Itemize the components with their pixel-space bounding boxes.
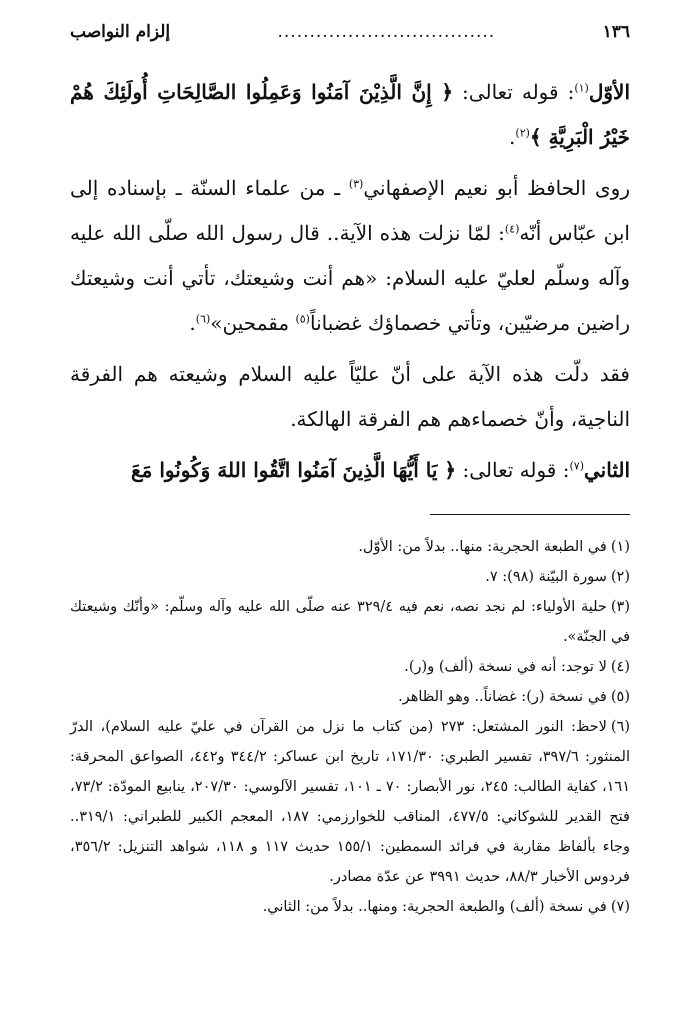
footnote-item — [70, 562, 630, 592]
second-lead: الثاني — [583, 458, 630, 482]
footnote-text: حلية الأولياء: لم نجد نصه، نعم فيه ٣٢٩/٤ عنه صلّى الله عليه وآله وسلّم: «وأنّك وشيعتك في الجنّة». — [70, 599, 630, 645]
second-intro: : قوله تعالى: — [456, 458, 570, 482]
book-page — [70, 22, 630, 1002]
main-text — [70, 70, 630, 493]
narration-part-1: روى الحافظ أبو نعيم الإصفهاني — [363, 176, 630, 200]
footnote-text: في نسخة (ألف) والطبعة الحجرية: ومنها.. بدلاً من: الثاني. — [262, 899, 607, 915]
footnote-number: (٣) — [610, 599, 630, 615]
running-title: إلزام النواصب — [70, 22, 171, 42]
footnote-ref-3[interactable]: (٣) — [348, 177, 364, 191]
header-leader-dots: .................................. — [277, 22, 496, 42]
running-header — [70, 22, 630, 56]
quran-verse-2: ﴿ يَا أَيُّهَا الَّذِينَ آمَنُوا اتَّقُوا اللهَ وَكُونُوا مَعَ — [131, 458, 457, 482]
footnote-text: لا توجد: أنه في نسخة (ألف) و(ر). — [404, 659, 607, 675]
footnote-number: (٧) — [610, 899, 630, 915]
footnote-item — [70, 532, 630, 562]
paragraph-conclusion: فقد دلّت هذه الآية على أنّ عليّاً عليه السلام وشيعته هم الفرقة الناجية، وأنّ خصماءهم هم الفرقة الهالكة. — [70, 362, 630, 431]
footnote-text: لاحظ: النور المشتعل: ٢٧٣ (من كتاب ما نزل من القرآن في عليّ عليه السلام)، الدرّ المنثور: ٣٩٧/٦، تفسير الطبري: ١٧١/٣٠، تاريخ ابن عساكر: ٣٤٤/٢ و٤٤٢، الصواعق المحرقة: ١٦١، كفاية الطالب: ٢٤٥، نور الأبصار: ٧٠ ـ ١٠١، تفسير الآلوسي: ٢٠٧/٣٠، ينابيع المودّة: ٧٣/٢، فتح القدير للشوكاني: ٤٧٧/٥، المناقب للخوارزمي: ١٨٧، المعجم الكبير للطبراني: ٣١٩/١.. وجاء بألفاظ مقاربة في فرائد السمطين: ١٥٥/١ حديث ١١٧ و ١١٨، شواهد التنزيل: ٣٥٦/٢، فردوس الأخبار ٨٨/٣، حديث ٣٩٩١ عن عدّة مصادر. — [70, 719, 630, 885]
narration-part-2: ـ من علماء السنّة ـ بإسناده إلى ابن عبّاس أنّه — [70, 176, 630, 245]
footnote-ref-7[interactable]: (٧) — [569, 459, 584, 473]
footnote-number: (٤) — [610, 659, 630, 675]
footnote-number: (٢) — [610, 569, 630, 585]
footnote-number: (٥) — [610, 689, 630, 705]
footnote-item — [70, 712, 630, 892]
paragraph-narration — [70, 166, 630, 346]
page-number: ١٣٦ — [602, 22, 630, 42]
footnote-item — [70, 682, 630, 712]
paragraph-second-verse — [70, 448, 630, 493]
footnote-number: (٦) — [610, 719, 631, 735]
footnote-text: في الطبعة الحجرية: منها.. بدلاً من: الأوّل. — [358, 539, 607, 555]
footnote-item — [70, 892, 630, 922]
footnote-ref-6[interactable]: (٦) — [195, 312, 211, 326]
narration-part-4: مقمحين» — [210, 311, 296, 335]
paragraph-first-verse — [70, 70, 630, 160]
footnote-ref-5[interactable]: (٥) — [295, 312, 310, 326]
first-end: . — [509, 125, 516, 149]
footnote-ref-4[interactable]: (٤) — [504, 222, 520, 236]
quran-verse-1: ﴿ إِنَّ الَّذِيْنَ آمَنُوا وَعَمِلُوا الصَّالِحَاتِ أُولَئِكَ هُمْ خَيْرُ الْبَرِيَّةِ ﴾ — [70, 80, 630, 149]
footnote-number: (١) — [610, 539, 630, 555]
footnote-text: في نسخة (ر): غضاناً.. وهو الظاهر. — [398, 689, 607, 705]
footnote-separator — [430, 514, 630, 515]
first-intro: : قوله تعالى: — [453, 80, 575, 104]
footnote-item — [70, 592, 630, 652]
first-lead: الأوّل — [588, 80, 630, 104]
footnote-text: سورة البيّنة (٩٨): ٧. — [485, 569, 607, 585]
footnote-ref-1[interactable]: (١) — [574, 81, 589, 95]
narration-part-3: : لمّا نزلت هذه الآية.. قال رسول الله صلّى الله عليه وآله وسلّم لعليّ عليه السلام: «هم أنت وشيعتك، تأتي أنت وشيعتك راضين مرضيّين، وتأتي خصماؤك غضباناً — [70, 221, 630, 335]
narration-part-5: . — [189, 311, 196, 335]
footnote-ref-2[interactable]: (٢) — [515, 126, 530, 140]
footnotes — [70, 532, 630, 922]
footnote-item — [70, 652, 630, 682]
